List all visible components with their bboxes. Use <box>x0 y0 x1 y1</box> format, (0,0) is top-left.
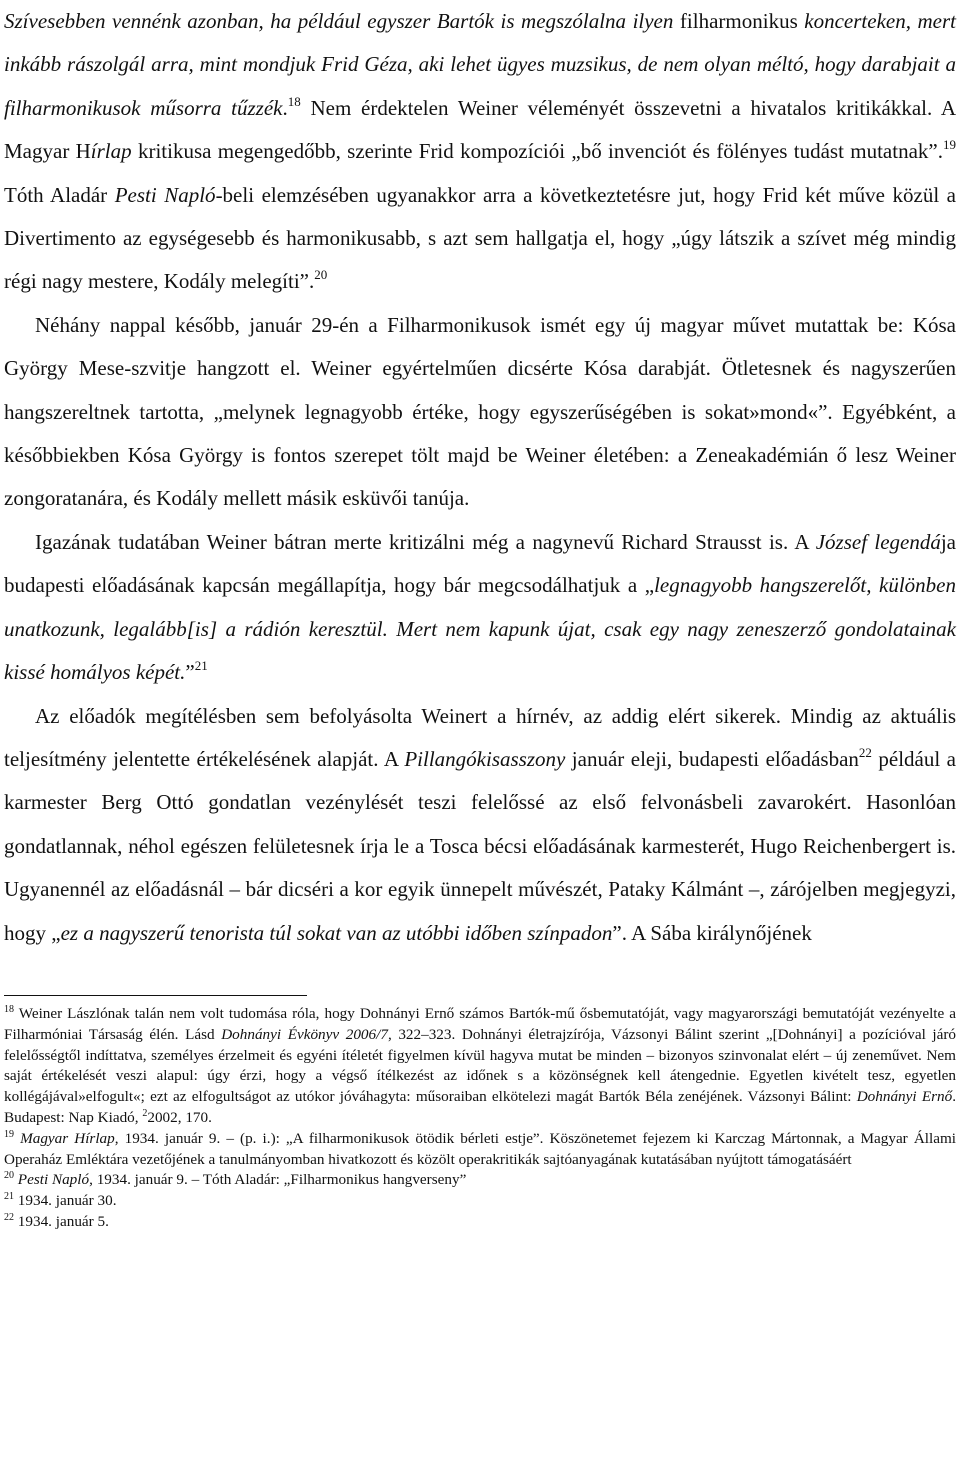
text-run: filharmonikus <box>679 9 798 33</box>
italic-text: írlap <box>90 139 132 164</box>
footnote <box>4 1191 956 1212</box>
text-run: Nem érdektelen Weiner véleményét összevetni a hivatalos kritikákkal. A Magyar H <box>4 95 956 164</box>
text-run: ” <box>185 660 195 685</box>
text-run: Weiner Lászlónak talán nem volt tudomása róla, hogy Dohnányi Ernő számos Bartók-mű ősbemutatóját, vagy magyarországi bemutatóját vezényelte a Filharmóniai Társaság élén. Lásd <box>4 1004 956 1043</box>
footnote-ref: 21 <box>194 658 208 674</box>
footnote-separator <box>4 995 307 996</box>
text-run: ja budapesti előadásának kapcsán megállapítja, hogy bár megcsodálhatjuk a „ <box>4 529 956 598</box>
footnote <box>4 1170 956 1191</box>
italic-text: Pesti Napló <box>114 182 216 207</box>
text-run: például a karmester Berg Ottó gondatlan vezénylését teszi felelőssé az első felvonásbeli zavarokért. Hasonlóan gondatlannak, néhol egészen felületesnek írja le a Tosca bécsi előadásának karmesterét, Hugo Reichenbergert is. Ugyanennél az előadásnál – bár dicséri a kor egyik ünnepelt művészét, Pataky Kálmánt –, zárójelben megjegyzi, hogy „ <box>4 746 957 945</box>
paragraph <box>4 304 956 521</box>
footnote-ref: 20 <box>314 267 328 283</box>
text-run: Néhány nappal később, január 29-én a Filharmonikusok ismét egy új magyar művet mutattak be: Kósa György Mese-szvitje hangzott el. Weiner egyértelműen dicsérte Kósa darabját. Ötletesnek és nagyszerűen hangszereltnek tartotta, „melynek legnagyobb értéke, hogy egyszerűségében is sokat»mond«”. Egyébként, a későbbiekben Kósa György is fontos szerepet tölt majd be Weiner életében: a Zeneakadémián ő lesz Weiner zongoratanára, és Kodály mellett másik esküvői tanúja. <box>4 312 956 511</box>
italic-text: Magyar Hírlap <box>20 1129 115 1147</box>
paragraph <box>4 695 956 955</box>
text-run: Az előadók megítélésben sem befolyásolta Weinert a hírnév, az addig elért sikerek. Mindig az aktuális teljesítmény jelentette értékelésének alapját. A <box>4 703 956 771</box>
text-run: , 322–323. Dohnányi életrajzírója, Vázsonyi Bálint szerint „[Dohnányi] a pozícióval járó felelősségtől indíttatva, személyes érzelmeit és egyéni ítéletét figyelmen kívül hagyva mutat be minden – bizonyos szinvonalat elért – új zeneművet. Nem saját értékelését veszi alapul: úgy érzi, hogy a végső ítélkezést az időnek s a közönségnek kell átengednie. Egyetlen kivételt tesz, egyetlen kollégájával»elfogult«; ezt az elfogultságot az utókor jóváhagyta: műsoraiban elkötelezi magát Bartók Béla zenéjének. Vázsonyi Bálint: <box>4 1025 957 1106</box>
footnote-ref: 19 <box>4 1128 14 1140</box>
paragraph <box>4 0 956 304</box>
italic-text: Szívesebben vennénk azonban, ha például egyszer Bartók is megszólalna ilyen <box>4 9 680 33</box>
footnote-ref: 21 <box>4 1191 14 1203</box>
footnote-ref: 22 <box>4 1211 14 1223</box>
italic-text: ez a nagyszerű tenorista túl sokat van az utóbbi időben színpadon <box>60 920 613 945</box>
italic-text: legnagyobb hangszerelőt, különben unatkozunk, legalább[is] a rádión keresztül. Mert nem kapunk újat, csak egy nagy zeneszerző gondolatainak kissé homályos képét. <box>4 573 956 685</box>
footnote <box>4 1212 956 1233</box>
footnote <box>4 1129 956 1171</box>
text-run: Igazának tudatában Weiner bátran merte kritizálni még a nagynevű Richard Strausst is. A <box>35 529 816 554</box>
italic-text: Dohnányi Ernő <box>856 1088 953 1106</box>
text-run: 1934. január 30. <box>14 1192 117 1210</box>
paragraph <box>4 521 956 695</box>
text-run: Tóth Aladár <box>4 182 115 207</box>
italic-text: Pillangókisasszony <box>404 746 566 771</box>
text-run: , 1934. január 9. – Tóth Aladár: „Filharmonikus hangverseny” <box>89 1171 467 1189</box>
footnote-ref: 18 <box>287 93 301 109</box>
body-text <box>4 0 956 955</box>
italic-text: koncerteken, mert inkább rászolgál arra, mint mondjuk Frid Géza, aki lehet ügyes muzsikus, de nem olyan méltó, hogy darabjait a filharmonikusok műsorra tűzzék <box>4 9 956 120</box>
footnote-ref: 2 <box>142 1107 148 1119</box>
footnote-ref: 20 <box>4 1170 14 1182</box>
text-run: kritikusa megengedőbb, szerinte Frid kompozíciói „bő invenciót és fölényes tudást mutatnak”. <box>131 139 943 164</box>
text-run: január eleji, budapesti előadásban <box>565 746 859 771</box>
text-run: -beli elemzésében ugyanakkor arra a következtetésre jut, hogy Frid két műve közül a Divertimento az egységesebb és harmonikusabb, s azt sem hallgatja el, hogy „úgy látszik a szívet még mindig régi nagy mestere, Kodály melegíti”. <box>4 182 957 294</box>
footnotes <box>4 1004 956 1233</box>
italic-text: József legendá <box>815 529 941 554</box>
italic-text: Pesti Napló <box>17 1171 90 1189</box>
footnote-ref: 18 <box>4 1003 14 1015</box>
text-run: , 1934. január 9. – (p. i.): „A filharmonikusok ötödik bérleti estje”. Köszönetemet fejezem ki Karczag Mártonnak, a Magyar Állami Operaház Emléktára vezetőjének a tanulmányomban hivatkozott és közölt operakritikák sajtóanyagának kutatásában nyújtott támogatásáért <box>4 1129 957 1168</box>
footnote-ref: 19 <box>942 137 956 153</box>
text-run: ”. A Sába királynőjének <box>612 920 812 945</box>
footnote-ref: 22 <box>858 744 872 760</box>
text-run: 1934. január 5. <box>14 1212 109 1230</box>
footnote <box>4 1004 956 1129</box>
text-run: 2002, 170. <box>147 1108 212 1126</box>
text-run: . <box>282 95 288 120</box>
italic-text: Dohnányi Évkönyv 2006/7 <box>221 1025 388 1043</box>
text-run: . Budapest: Nap Kiadó, <box>4 1088 956 1126</box>
